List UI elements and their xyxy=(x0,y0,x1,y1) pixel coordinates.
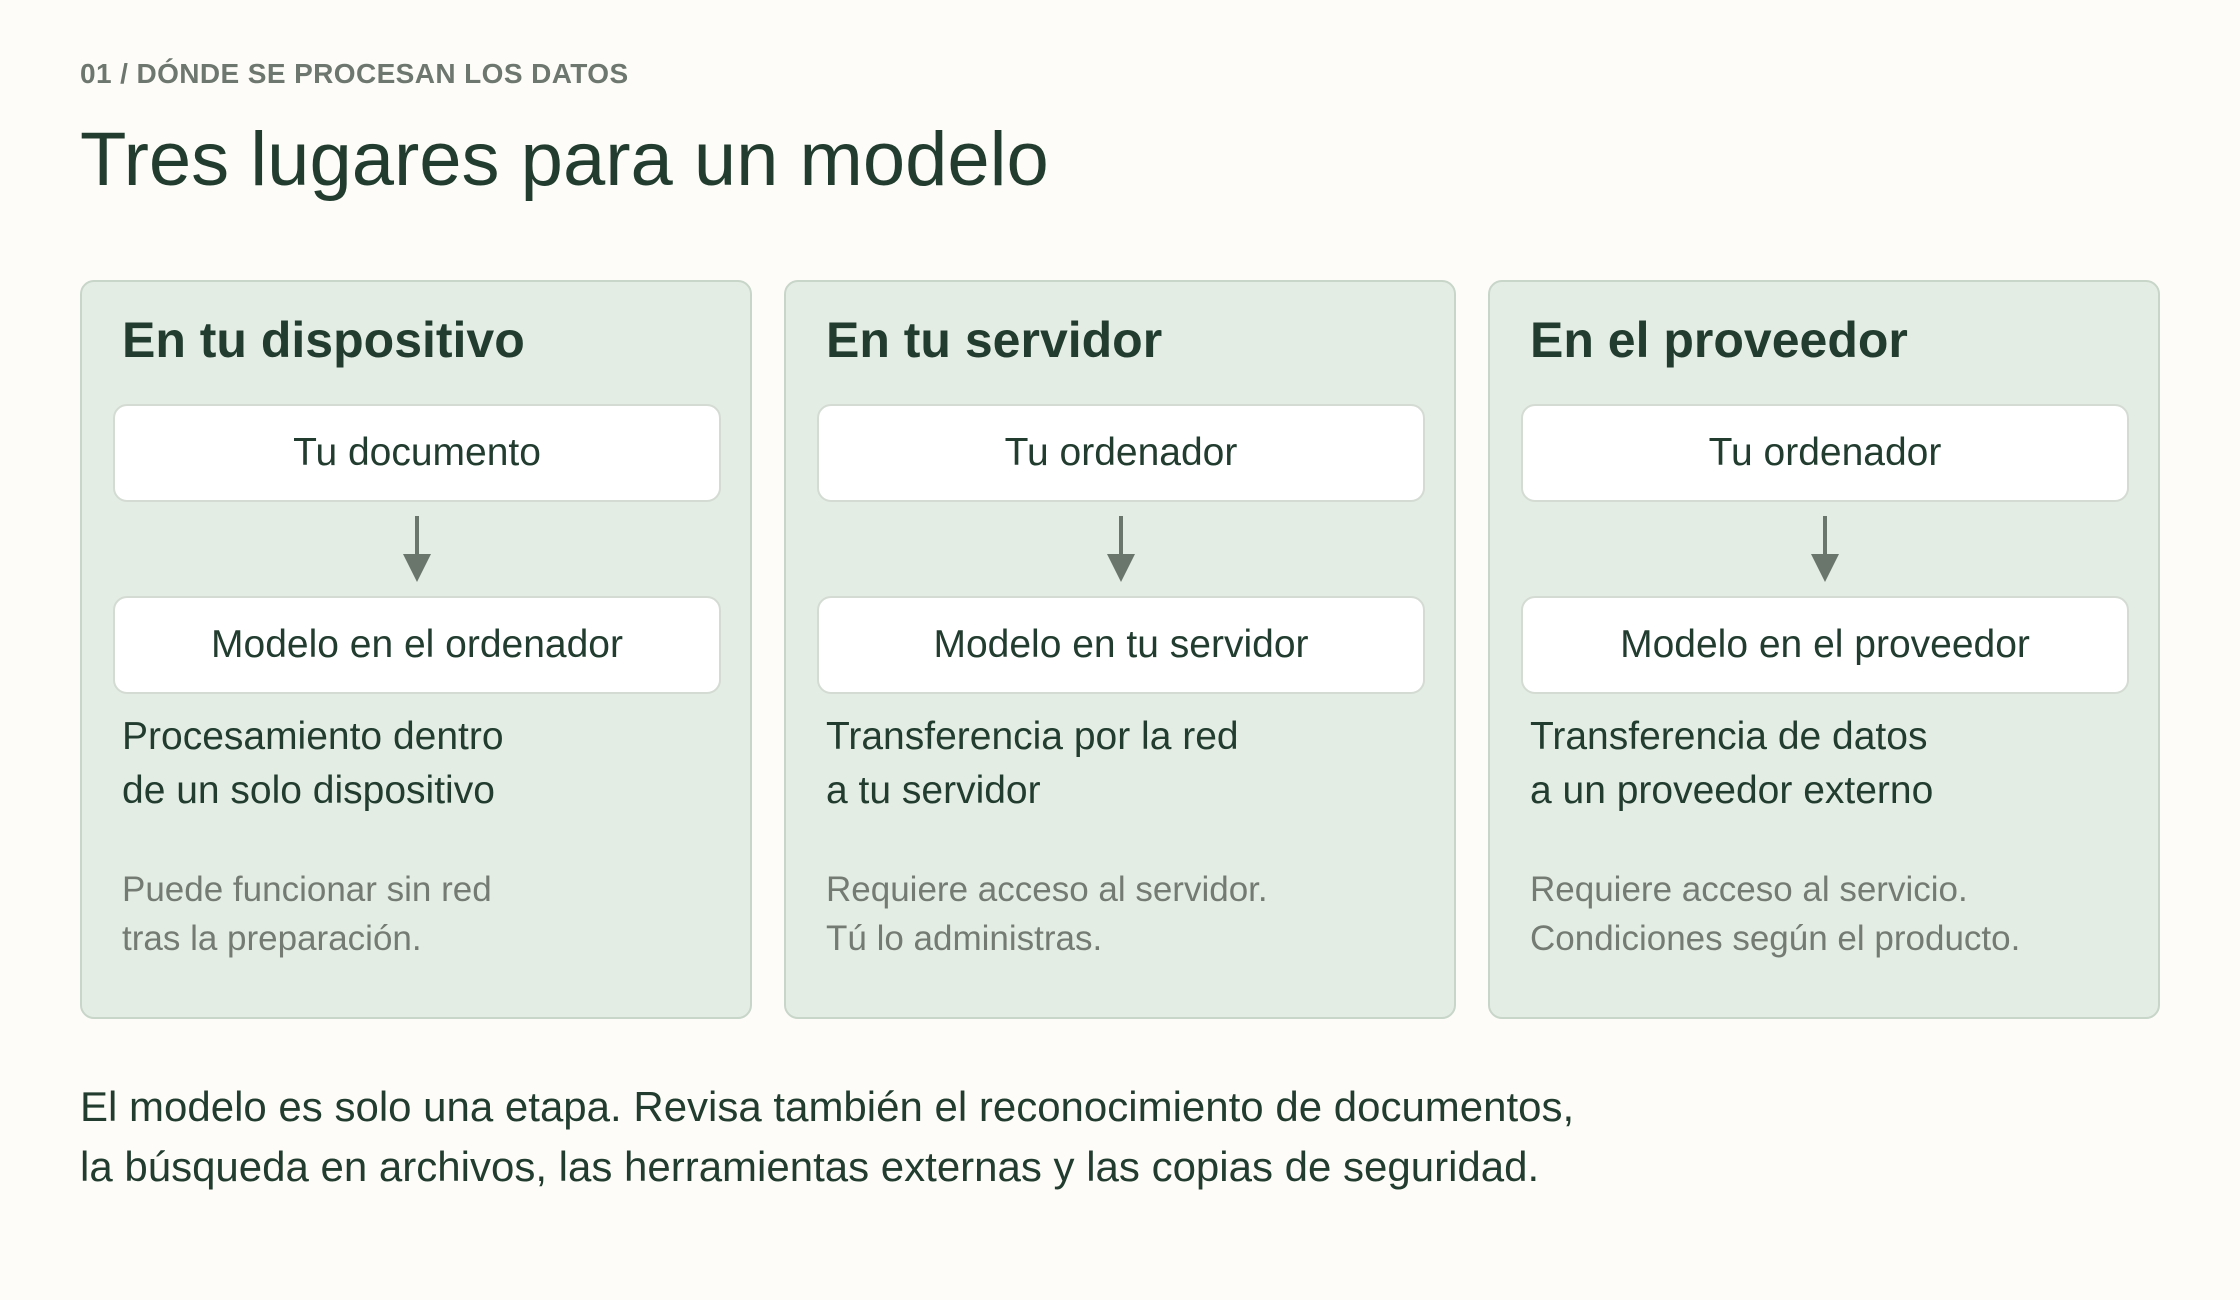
arrow-down-icon xyxy=(393,514,441,584)
cards-row xyxy=(80,280,2160,1021)
slide xyxy=(80,0,2160,1300)
note-line: tras la preparación. xyxy=(122,919,422,958)
source-box: Tu ordenador xyxy=(817,404,1425,502)
note-line: Tú lo administras. xyxy=(826,919,1103,958)
page-title: Tres lugares para un modelo xyxy=(80,117,1049,202)
card-description xyxy=(122,710,722,818)
source-box: Tu ordenador xyxy=(1521,404,2129,502)
description-line: a un proveedor externo xyxy=(1530,769,1934,812)
card-note xyxy=(122,865,742,963)
source-box: Tu documento xyxy=(113,404,721,502)
card-note xyxy=(826,865,1446,963)
card-description xyxy=(1530,710,2130,818)
card-title: En tu servidor xyxy=(826,312,1163,368)
note-line: Puede funcionar sin red xyxy=(122,870,492,909)
footer-line: la búsqueda en archivos, las herramientas externas y las copias de seguridad. xyxy=(80,1143,1540,1190)
card-provider xyxy=(1488,280,2160,1019)
footer-note xyxy=(80,1077,2160,1197)
description-line: a tu servidor xyxy=(826,769,1041,812)
card-title: En el proveedor xyxy=(1530,312,1908,368)
description-line: de un solo dispositivo xyxy=(122,769,495,812)
model-box: Modelo en tu servidor xyxy=(817,596,1425,694)
arrow-down-icon xyxy=(1097,514,1145,584)
card-description xyxy=(826,710,1426,818)
footer-line: El modelo es solo una etapa. Revisa también el reconocimiento de documentos, xyxy=(80,1083,1575,1130)
section-label: 01 / DÓNDE SE PROCESAN LOS DATOS xyxy=(80,58,629,89)
model-box: Modelo en el ordenador xyxy=(113,596,721,694)
card-title: En tu dispositivo xyxy=(122,312,525,368)
description-line: Transferencia por la red xyxy=(826,715,1239,758)
card-server xyxy=(784,280,1456,1019)
arrow-down-icon xyxy=(1801,514,1849,584)
card-note xyxy=(1530,865,2150,963)
description-line: Procesamiento dentro xyxy=(122,715,504,758)
model-box: Modelo en el proveedor xyxy=(1521,596,2129,694)
note-line: Condiciones según el producto. xyxy=(1530,919,2021,958)
note-line: Requiere acceso al servicio. xyxy=(1530,870,1968,909)
note-line: Requiere acceso al servidor. xyxy=(826,870,1268,909)
description-line: Transferencia de datos xyxy=(1530,715,1928,758)
card-device xyxy=(80,280,752,1019)
